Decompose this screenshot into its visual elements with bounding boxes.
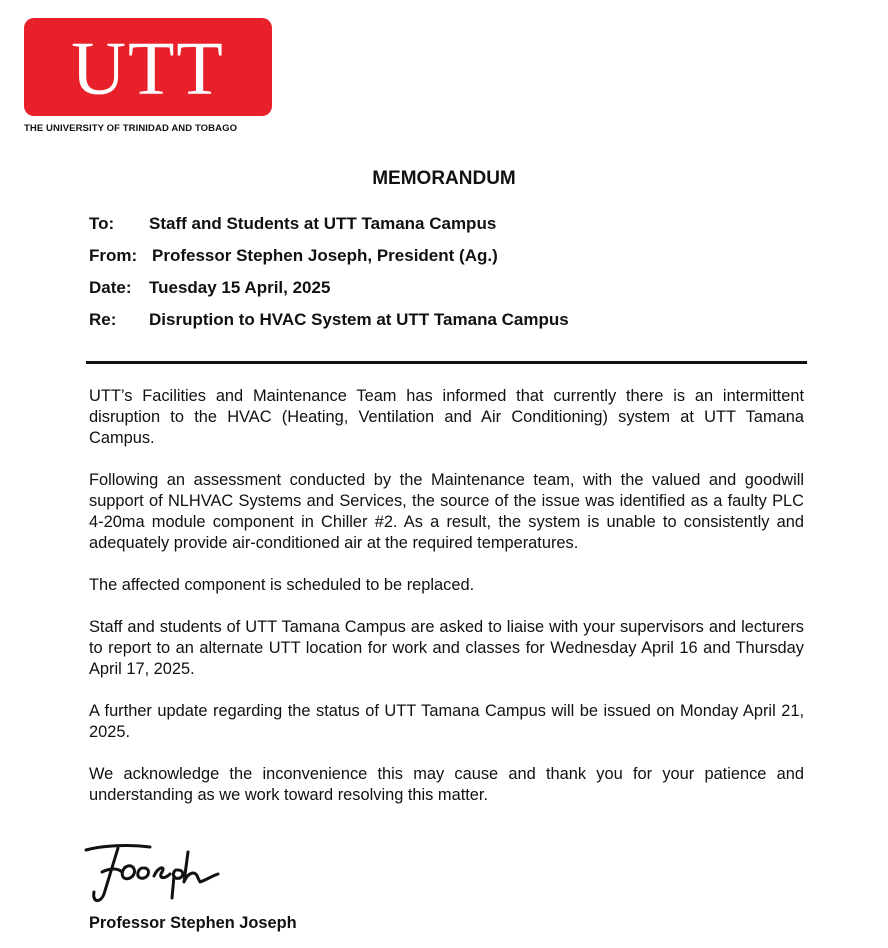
signer-name: Professor Stephen Joseph bbox=[89, 914, 297, 932]
date-row bbox=[89, 272, 569, 304]
memo-body bbox=[89, 386, 804, 827]
to-label: To: bbox=[89, 214, 115, 233]
re-label: Re: bbox=[89, 310, 117, 329]
header-divider bbox=[86, 361, 807, 364]
logo-subtitle: THE UNIVERSITY OF TRINIDAD AND TOBAGO bbox=[24, 123, 238, 134]
logo-badge bbox=[24, 18, 272, 116]
utt-logo bbox=[24, 18, 274, 134]
to-row bbox=[89, 208, 569, 240]
logo-wordmark: UTT bbox=[71, 27, 225, 111]
date-label: Date: bbox=[89, 278, 132, 297]
body-paragraph: A further update regarding the status of UTT Tamana Campus will be issued on Monday April 21, 2025. bbox=[89, 702, 804, 741]
memo-title: MEMORANDUM bbox=[372, 168, 516, 189]
to-value: Staff and Students at UTT Tamana Campus bbox=[149, 214, 497, 233]
re-value: Disruption to HVAC System at UTT Tamana Campus bbox=[149, 310, 569, 329]
body-paragraph: UTT’s Facilities and Maintenance Team has informed that currently there is an intermittent disruption to the HVAC (Heating, Ventilation and Air Conditioning) system at UTT Tamana Campus. bbox=[89, 387, 804, 447]
body-paragraph: We acknowledge the inconvenience this may cause and thank you for your patience and understanding as we work toward resolving this matter. bbox=[89, 765, 804, 804]
body-paragraph: The affected component is scheduled to be replaced. bbox=[89, 576, 475, 594]
from-value: Professor Stephen Joseph, President (Ag.) bbox=[152, 246, 498, 265]
date-value: Tuesday 15 April, 2025 bbox=[149, 278, 331, 297]
body-paragraph: Staff and students of UTT Tamana Campus are asked to liaise with your supervisors and lecturers to report to an alternate UTT location for work and classes for Wednesday April 16 and Thursday April 17, 2025. bbox=[89, 618, 804, 678]
re-row bbox=[89, 304, 569, 336]
from-label: From: bbox=[89, 246, 138, 265]
from-row bbox=[89, 240, 569, 272]
handwritten-signature bbox=[80, 838, 240, 918]
memo-header bbox=[89, 208, 569, 336]
body-paragraph: Following an assessment conducted by the Maintenance team, with the valued and goodwill support of NLHVAC Systems and Services, the source of the issue was identified as a faulty PLC 4-20ma module component in Chiller #2. As a result, the system is unable to consistently and adequately provide air-conditioned air at the required temperatures. bbox=[89, 471, 804, 552]
